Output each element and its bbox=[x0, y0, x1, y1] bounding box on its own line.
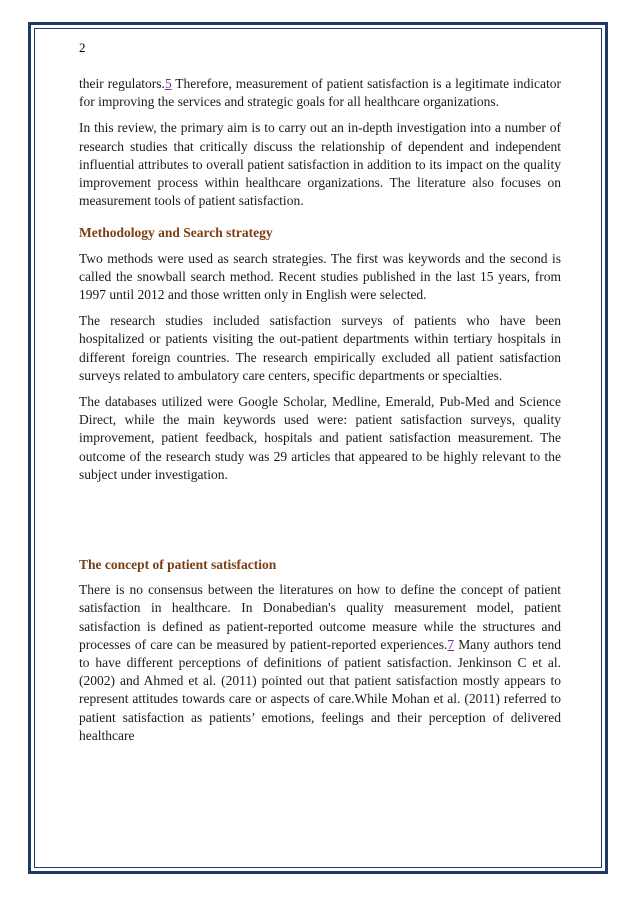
methodology-paragraph-1: Two methods were used as search strategies. The first was keywords and the second is called the snowball search method. Recent studies published in the last 15 years, from 1997 until 2012 and those written only in English were selected. bbox=[79, 250, 561, 303]
concept-p1-text-b: Many authors tend to have different perceptions of definitions of patient satisfaction. Jenkinson C et al. (2002) and Ahmed et al. (2011) pointed out that patient satisfaction mostly appears to represent attitudes towards care or aspects of care.While Mohan et al. (2011) referred to patient satisfaction as patients’ emotions, feelings and their perception of delivered healthcare bbox=[79, 636, 561, 743]
intro-p1-text-b: Therefore, measurement of patient satisfaction is a legitimate indicator for improving the services and strategic goals for all healthcare organizations. bbox=[79, 76, 561, 110]
concept-paragraph-1 bbox=[79, 581, 561, 745]
methodology-paragraph-3: The databases utilized were Google Scholar, Medline, Emerald, Pub-Med and Science Direct, while the main keywords used were: patient satisfaction surveys, quality improvement, patient feedback, hospitals and patient satisfaction measurement. The outcome of the research study was 29 articles that appeared to be highly relevant to the subject under investigation. bbox=[79, 394, 561, 482]
methodology-heading: Methodology and Search strategy bbox=[79, 225, 273, 241]
intro-paragraph-1 bbox=[79, 75, 561, 111]
concept-p1-text-a: There is no consensus between the literatures on how to define the concept of patient satisfaction in healthcare. In Donabedian's quality measurement model, patient satisfaction is defined as patient-reported outcome measure while the structures and processes of care can be measured by patient-reported experiences. bbox=[79, 582, 561, 652]
intro-paragraph-2: In this review, the primary aim is to carry out an in-depth investigation into a number of research studies that critically discuss the relationship of dependent and independent influential attributes to overall patient satisfaction in addition to its impact on the quality improvement process within healthcare organizations. The literature also focuses on measurement tools of patient satisfaction. bbox=[79, 120, 561, 209]
concept-heading: The concept of patient satisfaction bbox=[79, 557, 277, 573]
document-body bbox=[79, 75, 561, 753]
methodology-paragraph-2: The research studies included satisfaction surveys of patients who have been hospitalized or patients visiting the out-patient departments within tertiary hospitals in different foreign countries. The research empirically excluded all patient satisfaction surveys related to ambulatory care centers, specific departments or specialties. bbox=[79, 313, 561, 383]
citation-link-7[interactable]: 7 bbox=[447, 636, 455, 652]
citation-link-5[interactable]: 5 bbox=[164, 76, 172, 91]
intro-p1-text-a: their regulators. bbox=[79, 76, 165, 91]
page-number: 2 bbox=[79, 40, 86, 55]
